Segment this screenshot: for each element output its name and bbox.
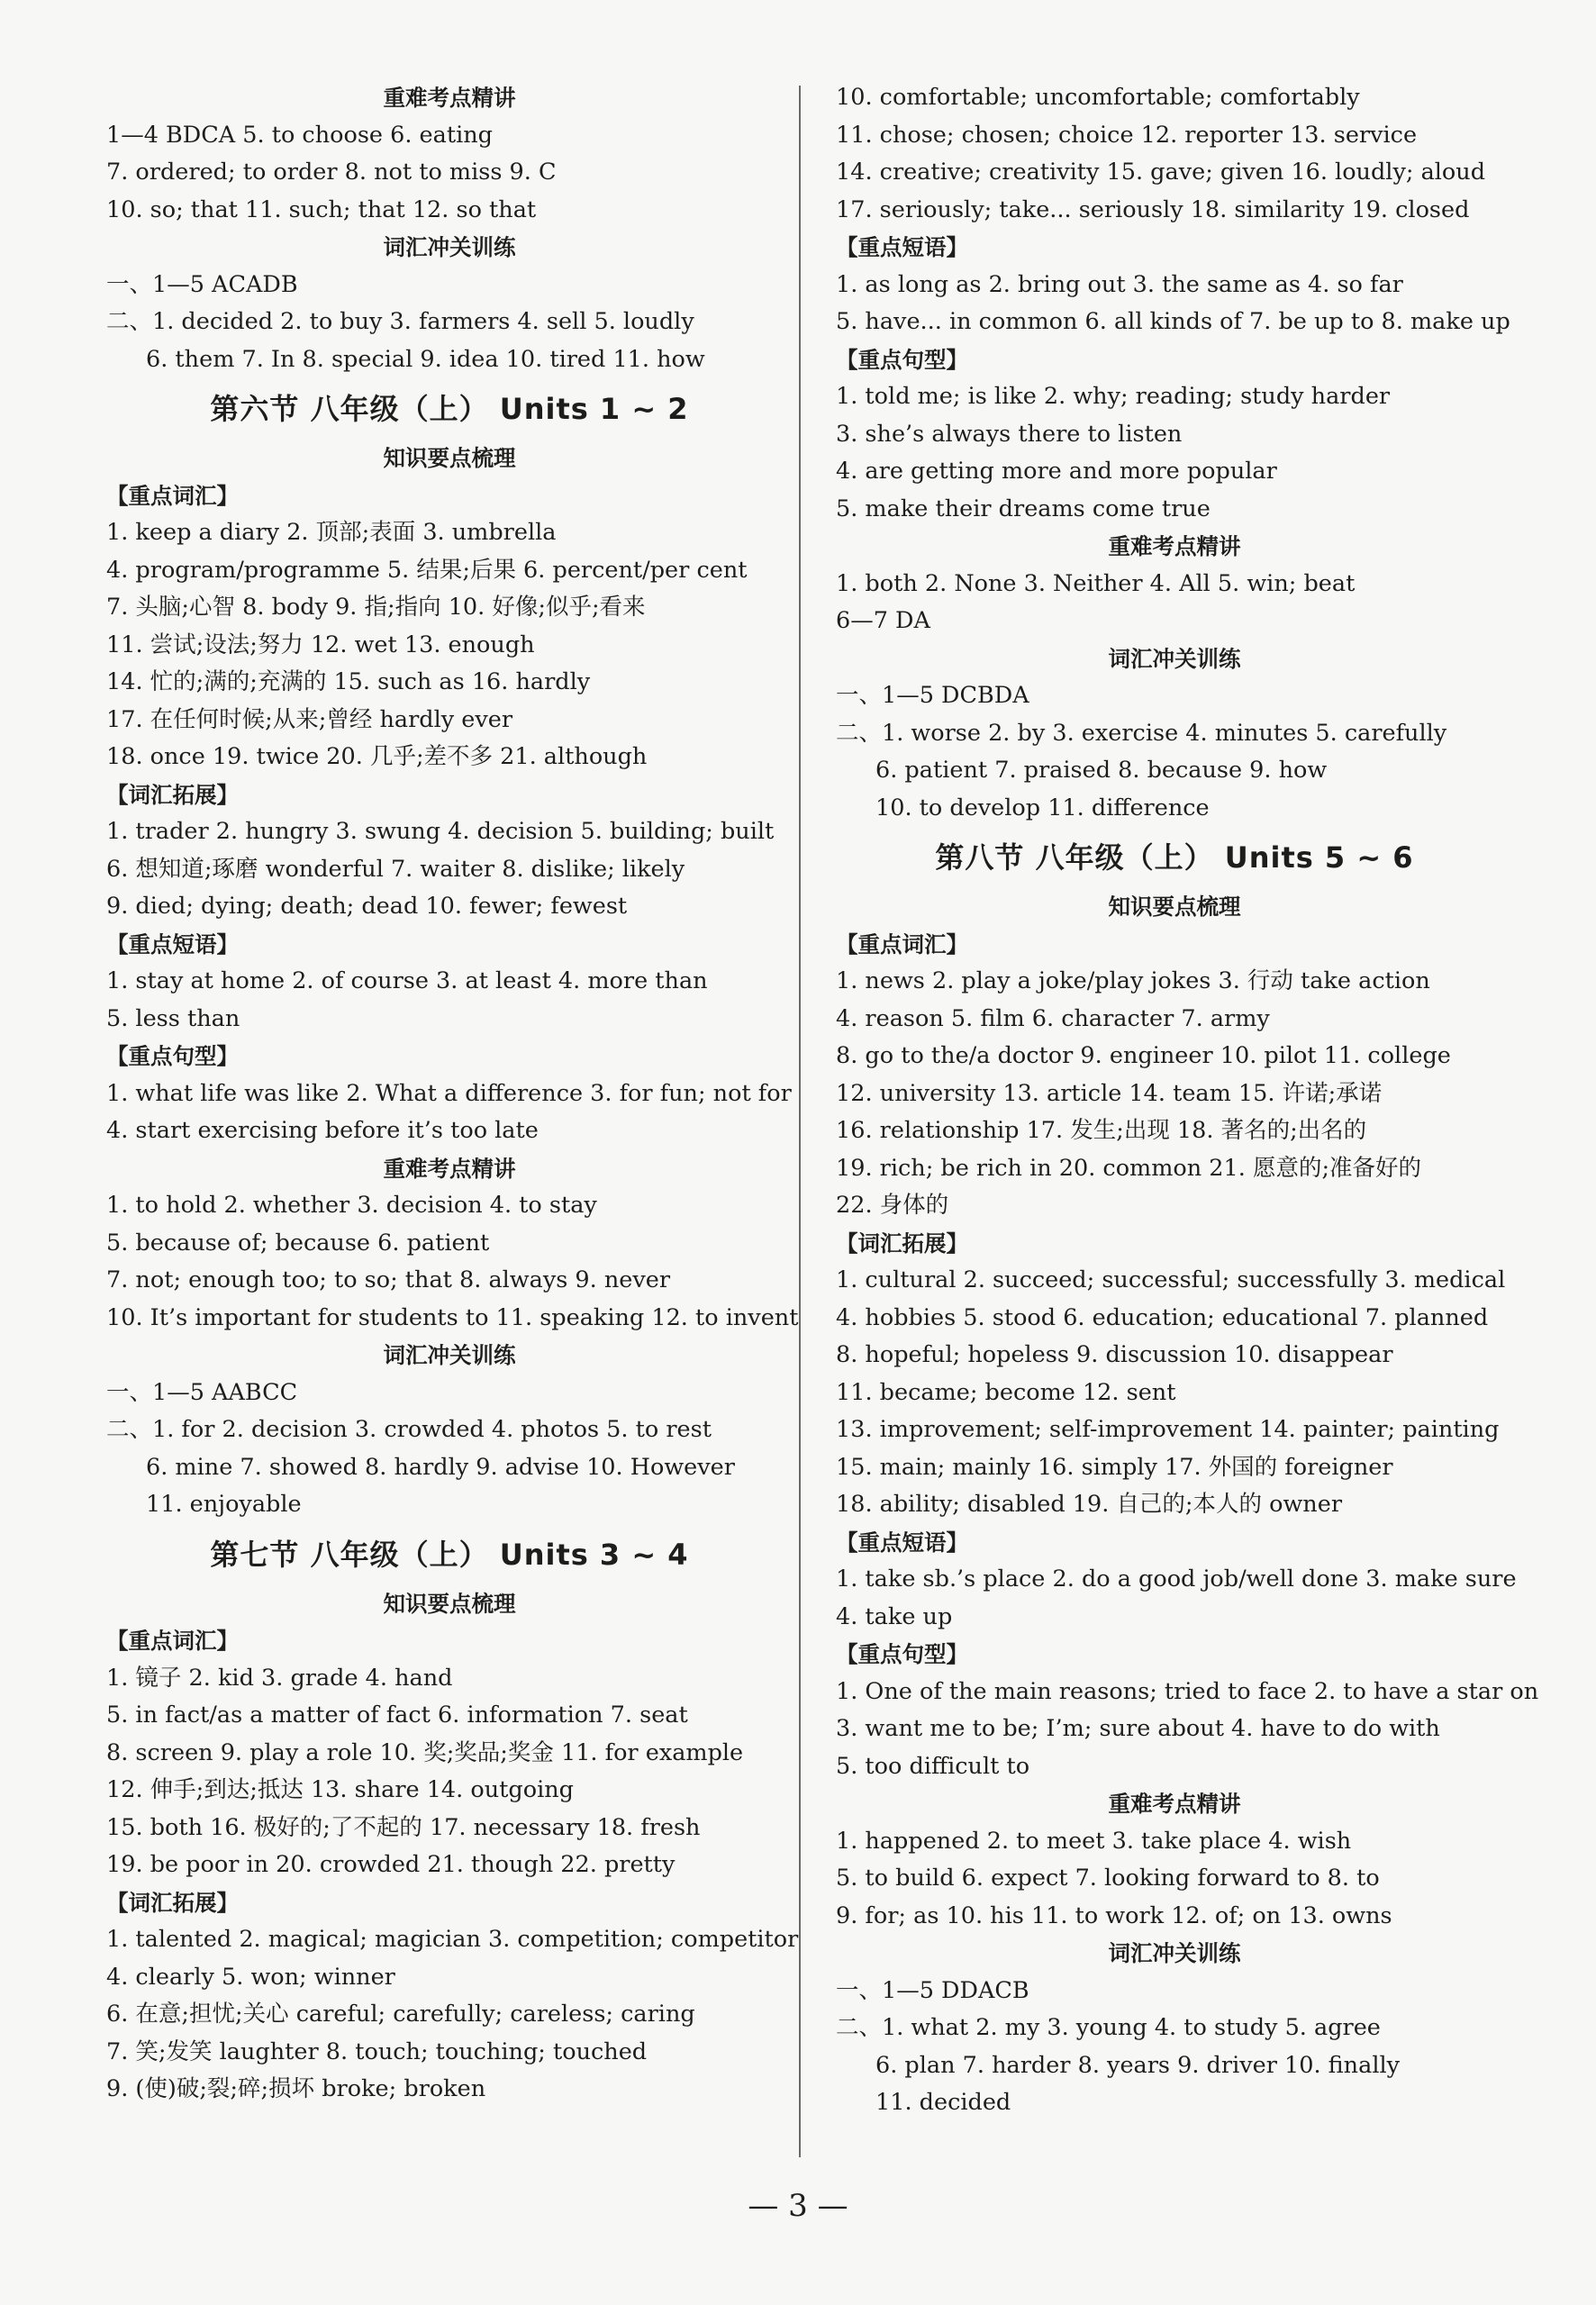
answer-line: 13. improvement; self-improvement 14. painter; painting <box>836 1416 1500 1443</box>
answer-line: 6. mine 7. showed 8. hardly 9. advise 10. However <box>146 1453 735 1481</box>
answer-line: 7. 笑;发笑 laughter 8. touch; touching; touched <box>106 2037 648 2065</box>
answer-line: 4. program/programme 5. 结果;后果 6. percent/per cent <box>106 556 748 584</box>
answer-line: 14. creative; creativity 15. gave; given 16. loudly; aloud <box>836 159 1486 186</box>
subsection-heading: 词汇冲关训练 <box>383 1342 516 1368</box>
page-number: — 3 — <box>748 2188 848 2224</box>
answer-line: 1. trader 2. hungry 3. swung 4. decision 5. building; built <box>106 818 775 845</box>
answer-line: 6. them 7. In 8. special 9. idea 10. tired 11. how <box>146 345 705 373</box>
category-label: 【重点词汇】 <box>106 482 239 509</box>
subsection-heading: 知识要点梳理 <box>383 445 516 471</box>
answer-line: 1. One of the main reasons; tried to face 2. to have a star on <box>836 1677 1539 1705</box>
category-label: 【重点句型】 <box>836 1641 968 1667</box>
answer-line: 18. once 19. twice 20. 几乎;差不多 21. although <box>106 743 648 770</box>
subsection-heading: 重难考点精讲 <box>1108 533 1241 559</box>
answer-line: 二、1. decided 2. to buy 3. farmers 4. sell 5. loudly <box>106 308 694 335</box>
answer-line: 4. are getting more and more popular <box>836 458 1277 485</box>
answer-line: 9. (使)破;裂;碎;损坏 broke; broken <box>106 2075 486 2102</box>
answer-line: 1. happened 2. to meet 3. take place 4. wish <box>836 1827 1352 1855</box>
subsection-heading: 词汇冲关训练 <box>1108 1940 1241 1966</box>
answer-line: 10. to develop 11. difference <box>875 794 1210 821</box>
section-title: 第七节 八年级（上） Units 3 ~ 4 <box>210 1537 689 1572</box>
answer-line: 15. both 16. 极好的;了不起的 17. necessary 18. fresh <box>106 1813 701 1841</box>
answer-line: 4. hobbies 5. stood 6. education; educational 7. planned <box>836 1303 1489 1331</box>
answer-line: 5. to build 6. expect 7. looking forward to 8. to <box>836 1865 1380 1892</box>
answer-line: 6—7 DA <box>836 607 930 634</box>
answer-line: 12. 伸手;到达;抵达 13. share 14. outgoing <box>106 1776 574 1803</box>
answer-line: 8. go to the/a doctor 9. engineer 10. pilot 11. college <box>836 1042 1451 1069</box>
right-column <box>836 79 1539 2122</box>
section-title: 第八节 八年级（上） Units 5 ~ 6 <box>935 840 1414 875</box>
answer-line: 1. keep a diary 2. 顶部;表面 3. umbrella <box>106 519 557 546</box>
category-label: 【重点句型】 <box>836 346 968 373</box>
subsection-heading: 重难考点精讲 <box>1108 1791 1241 1817</box>
left-column <box>106 79 799 2109</box>
answer-line: 4. clearly 5. won; winner <box>106 1963 395 1991</box>
answer-line: 1. 镜子 2. kid 3. grade 4. hand <box>106 1664 453 1692</box>
answer-line: 10. so; that 11. such; that 12. so that <box>106 195 537 223</box>
answer-line: 6. plan 7. harder 8. years 9. driver 10. finally <box>875 2051 1401 2079</box>
answer-line: 1. to hold 2. whether 3. decision 4. to stay <box>106 1192 597 1219</box>
answer-line: 1. told me; is like 2. why; reading; study harder <box>836 383 1391 410</box>
answer-line: 一、1—5 DDACB <box>836 1976 1029 2004</box>
answer-line: 19. rich; be rich in 20. common 21. 愿意的;准备好的 <box>836 1154 1422 1182</box>
answer-line: 4. reason 5. film 6. character 7. army <box>836 1004 1270 1032</box>
category-label: 【词汇拓展】 <box>106 781 239 808</box>
answer-line: 5. in fact/as a matter of fact 6. information 7. seat <box>106 1702 688 1729</box>
answer-line: 8. screen 9. play a role 10. 奖;奖品;奖金 11. for example <box>106 1738 744 1766</box>
answer-line: 5. because of; because 6. patient <box>106 1229 490 1257</box>
answer-line: 18. ability; disabled 19. 自己的;本人的 owner <box>836 1491 1343 1518</box>
subsection-heading: 重难考点精讲 <box>383 85 516 111</box>
section-title: 第六节 八年级（上） Units 1 ~ 2 <box>210 392 689 426</box>
answer-line: 一、1—5 AABCC <box>106 1378 298 1406</box>
answer-line: 10. comfortable; uncomfortable; comfortably <box>836 84 1360 111</box>
answer-line: 11. 尝试;设法;努力 12. wet 13. enough <box>106 631 535 658</box>
answer-line: 11. became; become 12. sent <box>836 1378 1176 1406</box>
subsection-heading: 词汇冲关训练 <box>383 234 516 260</box>
answer-line: 5. have... in common 6. all kinds of 7. be up to 8. make up <box>836 308 1510 335</box>
answer-line: 17. seriously; take... seriously 18. similarity 19. closed <box>836 195 1470 223</box>
category-label: 【重点短语】 <box>106 930 239 957</box>
answer-line: 3. she’s always there to listen <box>836 420 1183 448</box>
answer-line: 7. not; enough too; to so; that 8. always 9. never <box>106 1266 671 1293</box>
answer-line: 1—4 BDCA 5. to choose 6. eating <box>106 121 493 149</box>
answer-line: 14. 忙的;满的;充满的 15. such as 16. hardly <box>106 668 591 695</box>
answer-line: 6. patient 7. praised 8. because 9. how <box>875 757 1328 784</box>
answer-line: 7. ordered; to order 8. not to miss 9. C <box>106 159 557 186</box>
answer-line: 8. hopeful; hopeless 9. discussion 10. disappear <box>836 1341 1393 1368</box>
category-label: 【词汇拓展】 <box>836 1230 968 1257</box>
answer-line: 16. relationship 17. 发生;出现 18. 著名的;出名的 <box>836 1117 1367 1144</box>
answer-line: 二、1. what 2. my 3. young 4. to study 5. agree <box>836 2014 1381 2041</box>
answer-line: 12. university 13. article 14. team 15. 许诺;承诺 <box>836 1079 1383 1107</box>
answer-line: 9. died; dying; death; dead 10. fewer; fewest <box>106 893 628 920</box>
answer-line: 1. as long as 2. bring out 3. the same as 4. so far <box>836 270 1403 298</box>
subsection-heading: 重难考点精讲 <box>383 1155 516 1182</box>
answer-line: 4. take up <box>836 1602 953 1630</box>
subsection-heading: 知识要点梳理 <box>1108 894 1241 920</box>
subsection-heading: 知识要点梳理 <box>383 1590 516 1617</box>
answer-line: 5. too difficult to <box>836 1752 1030 1780</box>
answer-line: 1. what life was like 2. What a difference 3. for fun; not for <box>106 1079 792 1107</box>
answer-line: 5. less than <box>106 1004 240 1032</box>
category-label: 【词汇拓展】 <box>106 1889 239 1916</box>
category-label: 【重点句型】 <box>106 1043 239 1069</box>
answer-line: 9. for; as 10. his 11. to work 12. of; on 13. owns <box>836 1901 1392 1929</box>
answer-line: 1. talented 2. magical; magician 3. competition; competitor <box>106 1926 799 1953</box>
answer-line: 二、1. worse 2. by 3. exercise 4. minutes 5. carefully <box>836 719 1447 747</box>
category-label: 【重点短语】 <box>836 234 968 260</box>
answer-line: 1. stay at home 2. of course 3. at least 4. more than <box>106 967 708 994</box>
answer-line: 7. 头脑;心智 8. body 9. 指;指向 10. 好像;似乎;看来 <box>106 594 646 621</box>
answer-line: 17. 在任何时候;从来;曾经 hardly ever <box>106 705 513 733</box>
answer-line: 一、1—5 ACADB <box>106 270 298 298</box>
answer-line: 3. want me to be; I’m; sure about 4. have to do with <box>836 1715 1440 1742</box>
answer-line: 1. news 2. play a joke/play jokes 3. 行动 take action <box>836 967 1430 994</box>
category-label: 【重点词汇】 <box>836 930 968 957</box>
answer-line: 二、1. for 2. decision 3. crowded 4. photos 5. to rest <box>106 1416 712 1443</box>
answer-line: 一、1—5 DCBDA <box>836 682 1029 709</box>
answer-line: 11. decided <box>875 2089 1011 2116</box>
answer-line: 11. chose; chosen; choice 12. reporter 13. service <box>836 121 1418 149</box>
answer-line: 10. It’s important for students to 11. speaking 12. to invent <box>106 1303 799 1331</box>
answer-line: 22. 身体的 <box>836 1192 949 1219</box>
category-label: 【重点短语】 <box>836 1529 968 1556</box>
answer-line: 6. 想知道;琢磨 wonderful 7. waiter 8. dislike; likely <box>106 855 685 883</box>
category-label: 【重点词汇】 <box>106 1628 239 1654</box>
column-divider <box>799 86 801 2157</box>
answer-line: 5. make their dreams come true <box>836 495 1211 522</box>
answer-line: 6. 在意;担忧;关心 careful; carefully; careless; caring <box>106 2001 695 2028</box>
answer-line: 1. both 2. None 3. Neither 4. All 5. win; beat <box>836 569 1356 597</box>
answer-line: 4. start exercising before it’s too late <box>106 1117 539 1144</box>
answer-line: 11. enjoyable <box>146 1491 302 1518</box>
subsection-heading: 词汇冲关训练 <box>1108 645 1241 672</box>
answer-line: 15. main; mainly 16. simply 17. 外国的 foreigner <box>836 1453 1393 1481</box>
answer-line: 1. take sb.’s place 2. do a good job/well done 3. make sure <box>836 1565 1517 1593</box>
answer-line: 19. be poor in 20. crowded 21. though 22. pretty <box>106 1851 676 1878</box>
answer-line: 1. cultural 2. succeed; successful; successfully 3. medical <box>836 1266 1506 1293</box>
